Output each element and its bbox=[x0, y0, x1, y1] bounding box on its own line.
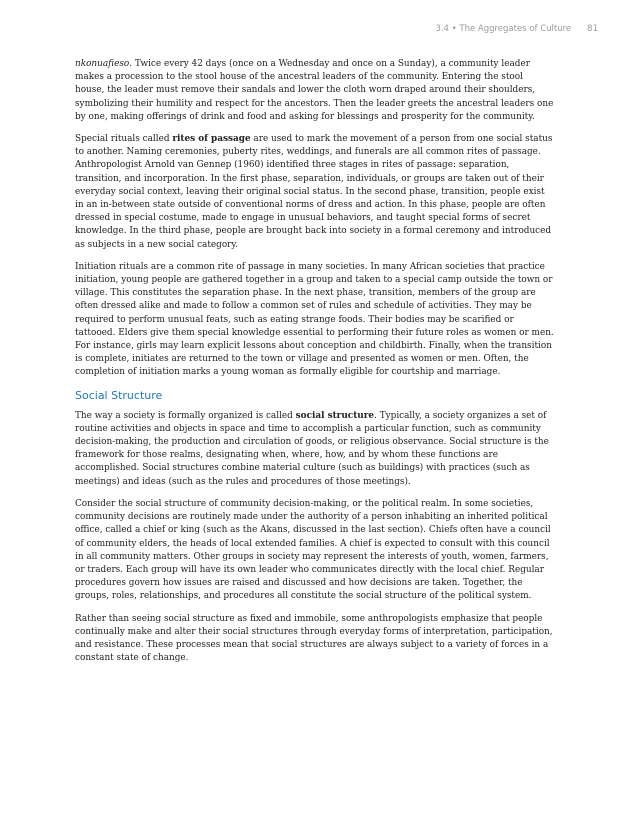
paragraph-text: The way a society is formally organized is called bbox=[75, 410, 296, 421]
paragraph-5: Consider the social structure of community decision-making, or the political realm. In some societies, community decisions are routinely made under the authority of a person inhabiting an inherited political office, called a chief or king (such as the Akans, discussed in the last section). Chiefs often have a council of community elders, the heads of local extended families. A chief is expected to consult with this council in all community matters. Other groups in society may represent the interests of youth, women, farmers, or traders. Each group will have its own leader who communicates directly with the local chief. Regular procedures govern how issues are raised and discussed and how decisions are taken. Together, the groups, roles, relationships, and procedures all constitute the social structure of the political system. bbox=[75, 498, 551, 602]
paragraph-text: are used to mark the movement of a person from one social status to another. Naming ceremonies, puberty rites, weddings, and funerals are all common rites of passage. Anthropologist Arnold van Gennep (1960) identified three stages in rites of passage: separation, transition, and incorporation. In the first phase, separation, individuals, or groups are taken out of their everyday social context, leaving their original social status. In the second phase, transition, people exist in an in-between state outside of conventional norms of dress and action. In this phase, people are often dressed in special costume, made to engage in unusual behaviors, and taught special forms of secret knowledge. In the third phase, people are brought back into society in a formal ceremony and introduced as subjects in a new social category. bbox=[75, 134, 553, 250]
paragraph-text: . Twice every 42 days (once on a Wednesday and once on a Sunday), a community leader makes a procession to the stool house of the ancestral leaders of the community. Entering the stool house, the leader must remove their sandals and lower the cloth worn draped around their shoulders, symbolizing their humility and respect for the ancestors. Then the leader greets the ancestral leaders one by one, making offerings of drink and food and asking for blessings and prosperity for the community. bbox=[75, 59, 554, 122]
key-term: social structure bbox=[295, 410, 375, 421]
body-text bbox=[75, 58, 555, 674]
running-header bbox=[435, 24, 598, 34]
paragraph-6: Rather than seeing social structure as fixed and immobile, some anthropologists emphasize that people continually make and alter their social structures through everyday forms of interpretation, participation, and resistance. These processes mean that social structures are always subject to a variety of forces in a constant state of change. bbox=[75, 613, 553, 664]
paragraph-1 bbox=[75, 58, 555, 124]
italic-term: nkonuafieso bbox=[75, 59, 130, 69]
paragraph-text: Special rituals called bbox=[75, 134, 173, 145]
section-heading: Social Structure bbox=[75, 388, 163, 402]
paragraph-3: Initiation rituals are a common rite of passage in many societies. In many African societies that practice initiation, young people are gathered together in a group and taken to a special camp outside the town or village. This constitutes the separation phase. In the next phase, transition, members of the group are often dressed alike and made to follow a common set of rules and schedule of activities. They may be required to perform unusual feats, such as eating strange foods. Their bodies may be scarified or tattooed. Elders give them special knowledge essential to performing their future roles as women or men. For instance, girls may learn explicit lessons about conception and childbirth. Finally, when the transition is complete, initiates are returned to the town or village and presented as women or men. Often, the completion of initiation marks a young woman as formally eligible for courtship and marriage. bbox=[75, 261, 554, 378]
paragraph-4 bbox=[75, 410, 555, 489]
section-title: 3.4 • The Aggregates of Culture bbox=[435, 24, 572, 34]
key-term: rites of passage bbox=[172, 134, 251, 145]
paragraph-text: . Typically, a society organizes a set of routine activities and objects in space and time to accomplish a particular function, such as community decision-making, the production and circulation of goods, or religious observance. Social structure is the framework for those realms, designating when, where, how, and by whom these functions are accomplished. Social structures combine material culture (such as buildings) with practices (such as meetings) and ideas (such as the rules and procedures of those meetings). bbox=[75, 410, 549, 487]
paragraph-2 bbox=[75, 133, 555, 252]
page-number: 81 bbox=[587, 24, 598, 34]
